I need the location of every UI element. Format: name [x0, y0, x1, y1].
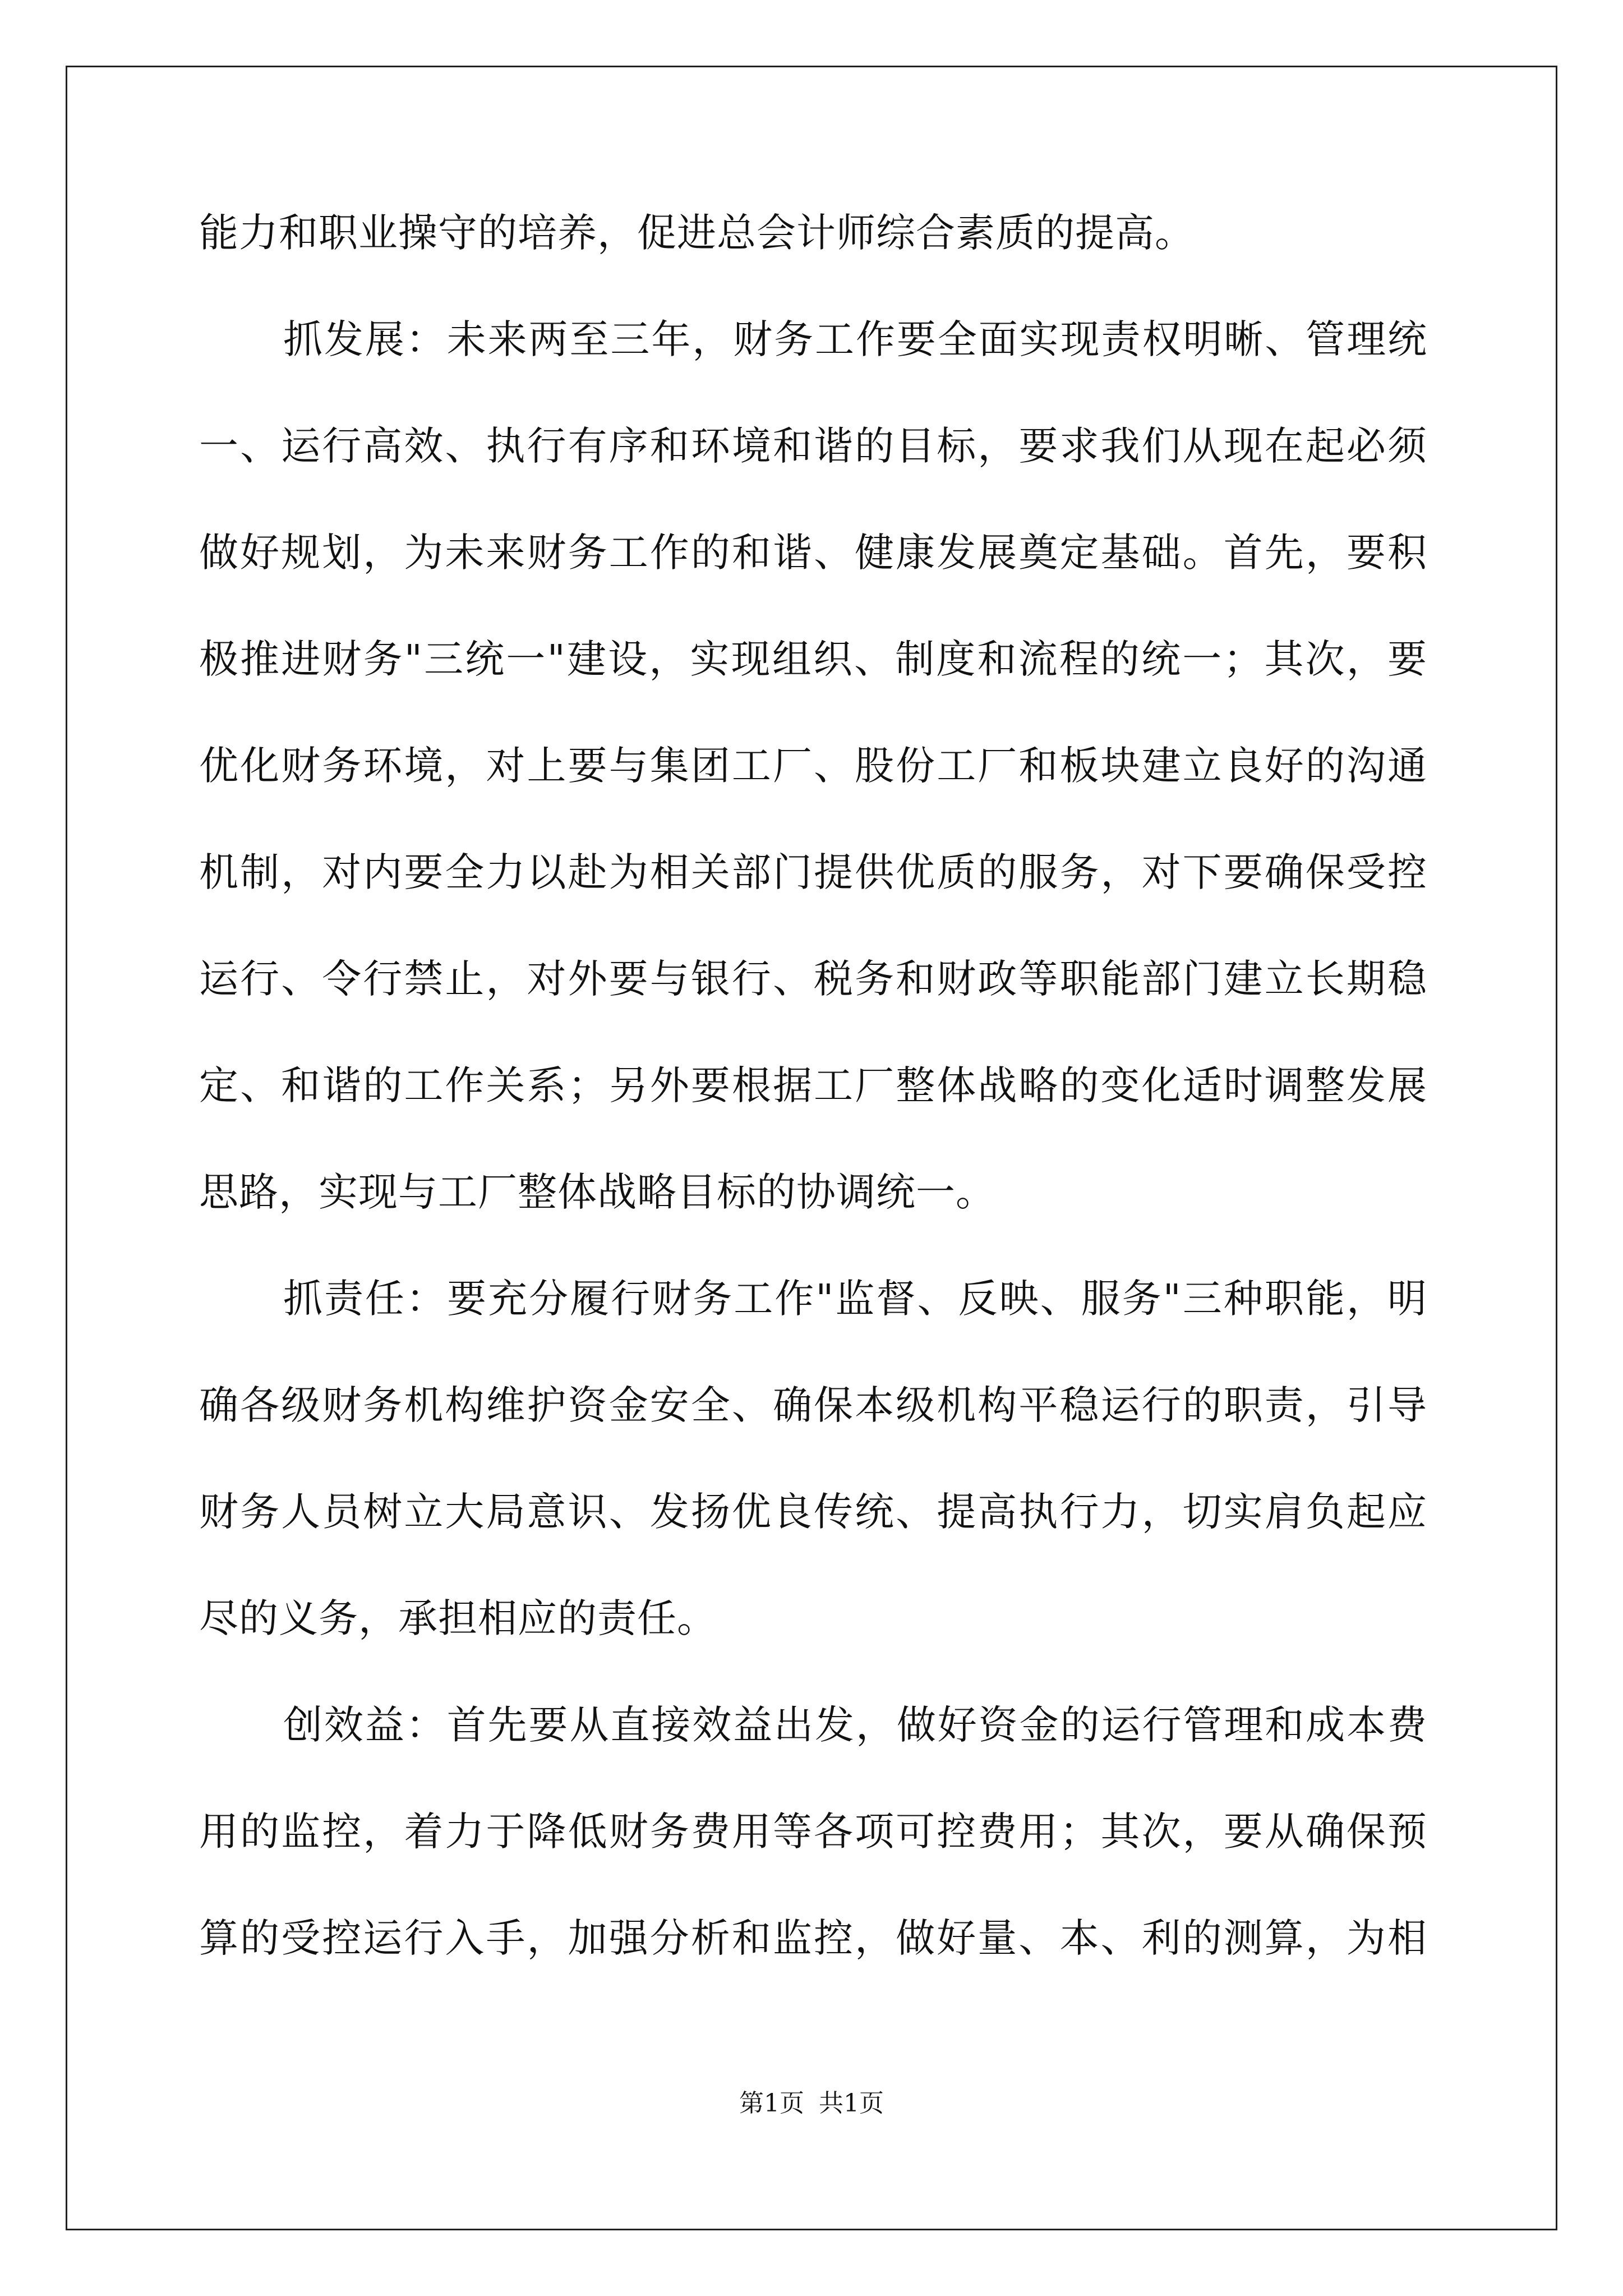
- text-line: 确各级财务机构维护资金安全、确保本级机构平稳运行的职责，引导: [199, 1382, 1427, 1428]
- text-line: 做好规划，为未来财务工作的和谐、健康发展奠定基础。首先，要积: [199, 530, 1427, 576]
- text-line: 能力和职业操守的培养，促进总会计师综合素质的提高。: [199, 210, 1195, 256]
- page-number: 第1页: [739, 2089, 804, 2118]
- page-footer: [0, 2087, 1623, 2120]
- text-line: 思路，实现与工厂整体战略目标的协调统一。: [199, 1169, 995, 1215]
- text-line: 尽的义务，承担相应的责任。: [199, 1595, 717, 1641]
- text-line: 算的受控运行入手，加强分析和监控，做好量、本、利的测算，为相: [199, 1915, 1427, 1961]
- text-line: 优化财务环境，对上要与集团工厂、股份工厂和板块建立良好的沟通: [199, 743, 1427, 789]
- text-line: 极推进财务"三统一"建设，实现组织、制度和流程的统一；其次，要: [199, 636, 1427, 682]
- text-line: 抓发展：未来两至三年，财务工作要全面实现责权明晰、管理统: [283, 316, 1427, 362]
- text-line: 财务人员树立大局意识、发扬优良传统、提高执行力，切实肩负起应: [199, 1489, 1427, 1535]
- text-line: 创效益：首先要从直接效益出发，做好资金的运行管理和成本费: [283, 1702, 1427, 1748]
- text-line: 机制，对内要全力以赴为相关部门提供优质的服务，对下要确保受控: [199, 849, 1427, 895]
- text-line: 定、和谐的工作关系；另外要根据工厂整体战略的变化适时调整发展: [199, 1062, 1427, 1108]
- text-line: 一、运行高效、执行有序和环境和谐的目标，要求我们从现在起必须: [199, 423, 1427, 469]
- page-total: 共1页: [819, 2089, 884, 2118]
- document-body: [199, 202, 1427, 2014]
- text-line: 用的监控，着力于降低财务费用等各项可控费用；其次，要从确保预: [199, 1809, 1427, 1855]
- text-line: 抓责任：要充分履行财务工作"监督、反映、服务"三种职能，明: [283, 1276, 1427, 1322]
- text-line: 运行、令行禁止，对外要与银行、税务和财政等职能部门建立长期稳: [199, 956, 1427, 1002]
